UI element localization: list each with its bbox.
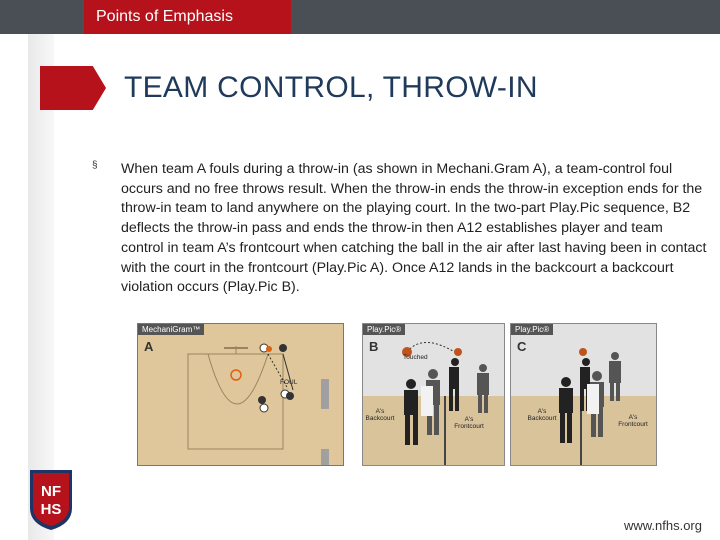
nfhs-logo-icon	[28, 468, 74, 532]
logo-text-bottom: HS	[40, 501, 62, 518]
playpic-b-scene	[363, 324, 505, 466]
bullet-marker: §	[92, 160, 98, 171]
section-label: Points of Emphasis	[84, 0, 291, 34]
playpic-c-scene	[511, 324, 657, 466]
figure-a-letter: A	[144, 339, 154, 354]
figure-b-letter: B	[369, 339, 379, 354]
b-frontcourt-label: A's Frontcourt	[454, 416, 484, 430]
body-text: When team A fouls during a throw-in (as shown in Mechani.Gram A), a team-control foul occurs and no free throws result. When the throw-in ends the throw-in exception ends for the throw-in team to land anywhere on the playing court. In the two-part Play.Pic sequence, B2 deflects the throw-in pass and ends the throw-in then A12 establishes player and team control in team A’s frontcourt when catching the ball in the air after last having been in contact with the court in the frontcourt (Play.Pic A). Once A12 lands in the backcourt a backcourt violation occurs (Play.Pic B).	[121, 161, 707, 296]
playpic-b-figure	[362, 323, 505, 466]
mechanigram-figure	[137, 323, 344, 466]
b-backcourt-label: A's Backcourt	[365, 408, 395, 422]
foul-label: FOUL	[280, 379, 298, 386]
arrow-icon	[40, 66, 106, 110]
figure-c-letter: C	[517, 339, 527, 354]
c-frontcourt-label: A's Frontcourt	[618, 414, 648, 428]
figure-a-label: MechaniGram™	[138, 324, 204, 335]
footer-url[interactable]: www.nfhs.org	[623, 518, 702, 533]
figure-c-label: Play.Pic®	[511, 324, 553, 335]
c-backcourt-label: A's Backcourt	[527, 408, 557, 422]
slide-title: TEAM CONTROL, THROW-IN	[124, 71, 538, 104]
figure-b-label: Play.Pic®	[363, 324, 405, 335]
logo-text-top: NF	[41, 483, 61, 500]
touched-label: Touched	[403, 354, 428, 361]
playpic-c-figure	[510, 323, 657, 466]
court-diagram	[138, 324, 344, 466]
